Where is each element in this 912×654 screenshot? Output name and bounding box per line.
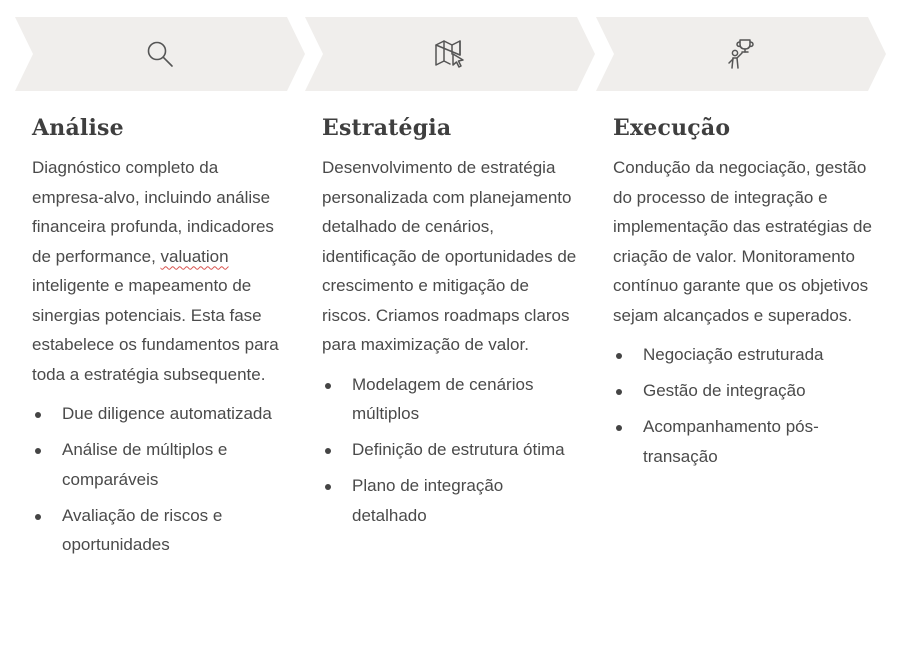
step-bullets <box>322 370 581 531</box>
step-title: Execução <box>613 115 731 141</box>
list-item: Negociação estruturada <box>613 340 872 370</box>
step-bullets <box>32 399 291 560</box>
search-icon <box>143 37 177 71</box>
list-item: Definição de estrutura ótima <box>322 435 581 465</box>
step-analise <box>15 0 305 566</box>
list-item: Gestão de integração <box>613 376 872 406</box>
step-description: Condução da negociação, gestão do processo de integração e implementação das estratégias de criação de valor. Monitoramento contínuo garante que os objetivos sejam alcançados e superados. <box>613 158 872 325</box>
step-title: Análise <box>32 115 124 141</box>
spellcheck-marked-word[interactable]: valuation <box>160 246 229 266</box>
list-item: Acompanhamento pós-transação <box>613 412 872 471</box>
step-bullets <box>613 340 872 471</box>
list-item: Modelagem de cenários múltiplos <box>322 370 581 429</box>
list-item: Avaliação de riscos e oportunidades <box>32 501 291 560</box>
step-execucao <box>596 0 886 478</box>
step-chevron <box>15 17 305 91</box>
step-estrategia <box>305 0 595 537</box>
list-item: Plano de integração detalhado <box>322 471 581 530</box>
step-chevron <box>305 17 595 91</box>
list-item: Due diligence automatizada <box>32 399 291 429</box>
step-description: Diagnóstico completo da empresa-alvo, incluindo análise financeira profunda, indicadores de performance, valuation inteligente e mapeamento de sinergias potenciais. Esta fase estabelece os fundamentos para toda a estratégia subsequente. <box>32 158 279 384</box>
map-icon <box>433 37 467 71</box>
step-description: Desenvolvimento de estratégia personalizada com planejamento detalhado de cenários, identificação de oportunidades de crescimento e mitigação de riscos. Criamos roadmaps claros para maximização de valor. <box>322 158 577 354</box>
list-item: Análise de múltiplos e comparáveis <box>32 435 291 494</box>
trophy-person-icon <box>724 37 758 71</box>
step-chevron <box>596 17 886 91</box>
step-title: Estratégia <box>322 115 452 141</box>
